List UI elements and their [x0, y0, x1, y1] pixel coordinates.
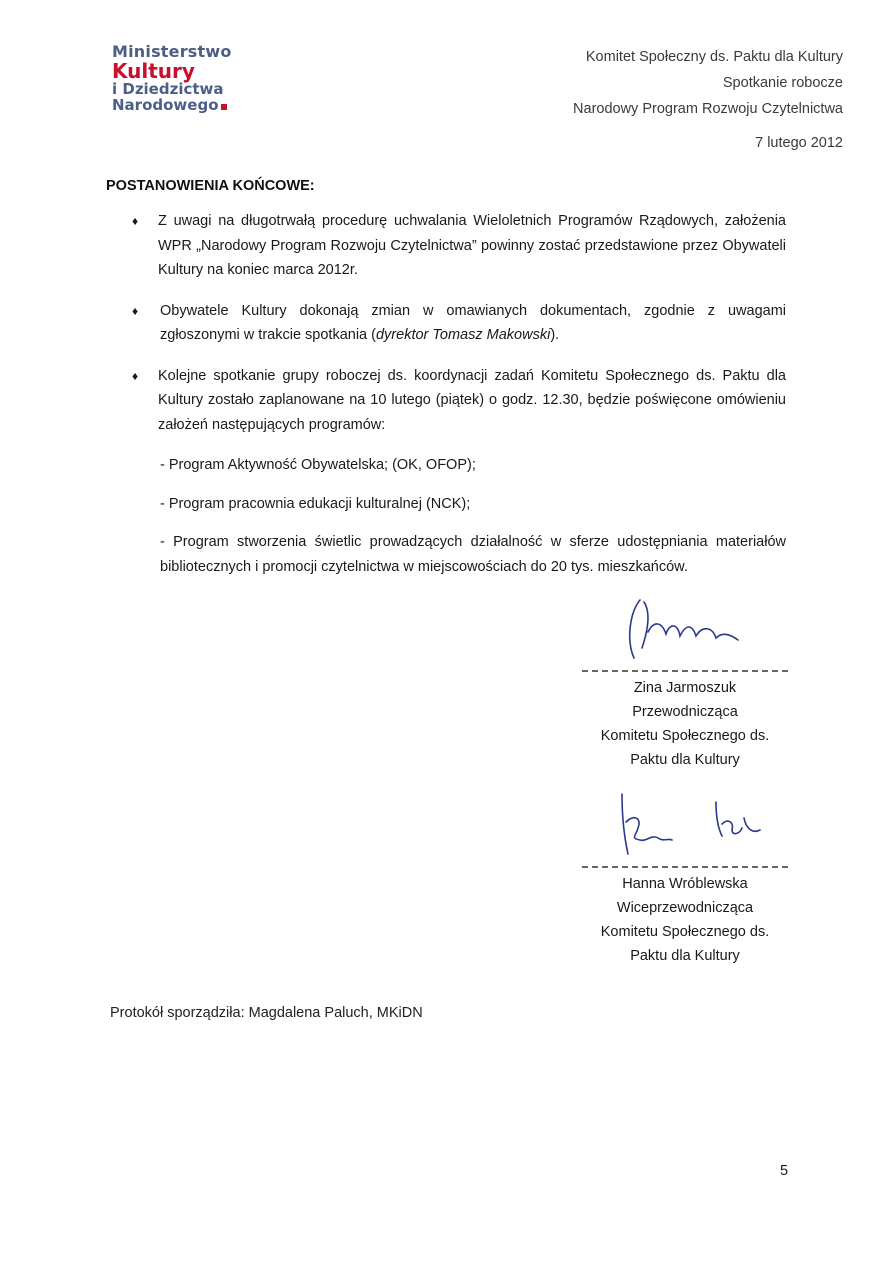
- signature-line: [582, 866, 788, 868]
- diamond-bullet-icon: ♦: [132, 214, 139, 228]
- ministry-logo: [112, 44, 232, 113]
- signatory-org: Paktu dla Kultury: [630, 752, 740, 768]
- document-header: [573, 48, 843, 160]
- resolution-item: ♦ Z uwagi na długotrwałą procedurę uchwalania Wieloletnich Programów Rządowych, założenia WPR „Narodowy Program Rozwoju Czytelnictwa” powinny zostać przedstawione przez Obywateli Kultury na koniec marca 2012r.: [110, 209, 786, 283]
- signatory-name: Hanna Wróblewska: [622, 876, 748, 892]
- program-item: - Program pracownia edukacji kulturalnej (NCK);: [160, 495, 471, 512]
- program-item: - Program stworzenia świetlic prowadzących działalność w sferze udostępniania materiałów bibliotecznych i promocji czytelnictwa w miejscowościach do 20 tys. mieszkańców.: [160, 534, 786, 575]
- logo-line-4: Narodowego: [112, 98, 232, 113]
- logo-line-2: Kultury: [112, 59, 195, 83]
- header-committee: Komitet Społeczny ds. Paktu dla Kultury: [585, 49, 843, 65]
- header-date: 7 lutego 2012: [755, 135, 843, 151]
- logo-line-1: Ministerstwo: [112, 42, 232, 61]
- header-program: Narodowy Program Rozwoju Czytelnictwa: [573, 101, 843, 117]
- logo-dot: [221, 104, 227, 110]
- signatory-role: Przewodnicząca: [632, 704, 738, 720]
- resolution-item: ♦ Obywatele Kultury dokonają zmian w omawianych dokumentach, zgodnie z uwagami zgłoszonymi w trakcie spotkania (dyrektor Tomasz Makowski).: [110, 299, 786, 348]
- page-number: 5: [780, 1163, 789, 1179]
- handwritten-signature-icon: [582, 788, 788, 858]
- protocol-author-note: Protokół sporządziła: Magdalena Paluch, MKiDN: [110, 1005, 423, 1021]
- signature-block-chair: [582, 592, 788, 772]
- header-meeting: Spotkanie robocze: [722, 75, 843, 91]
- logo-line-3: i Dziedzictwa: [112, 80, 224, 98]
- signatory-name: Zina Jarmoszuk: [633, 680, 737, 696]
- diamond-bullet-icon: ♦: [132, 303, 139, 318]
- resolution-item: ♦ Kolejne spotkanie grupy roboczej ds. koordynacji zadań Komitetu Społecznego ds. Paktu dla Kultury zostało zaplanowane na 10 lutego (piątek) o godz. 12.30, będzie poświęcone omówieniu założeń następujących programów:: [110, 364, 786, 438]
- signatory-org: Komitetu Społecznego ds.: [600, 924, 770, 940]
- signature-block-vice-chair: [582, 788, 788, 968]
- diamond-bullet-icon: ♦: [132, 368, 139, 383]
- signatory-role: Wiceprzewodnicząca: [616, 900, 754, 916]
- signatory-org: Paktu dla Kultury: [630, 948, 740, 964]
- signatory-org: Komitetu Społecznego ds.: [600, 728, 770, 744]
- program-item: - Program Aktywność Obywatelska; (OK, OFOP);: [160, 457, 476, 473]
- resolutions-list: [110, 209, 786, 593]
- section-title: POSTANOWIENIA KOŃCOWE:: [106, 178, 315, 194]
- signature-line: [582, 670, 788, 672]
- handwritten-signature-icon: [582, 592, 788, 662]
